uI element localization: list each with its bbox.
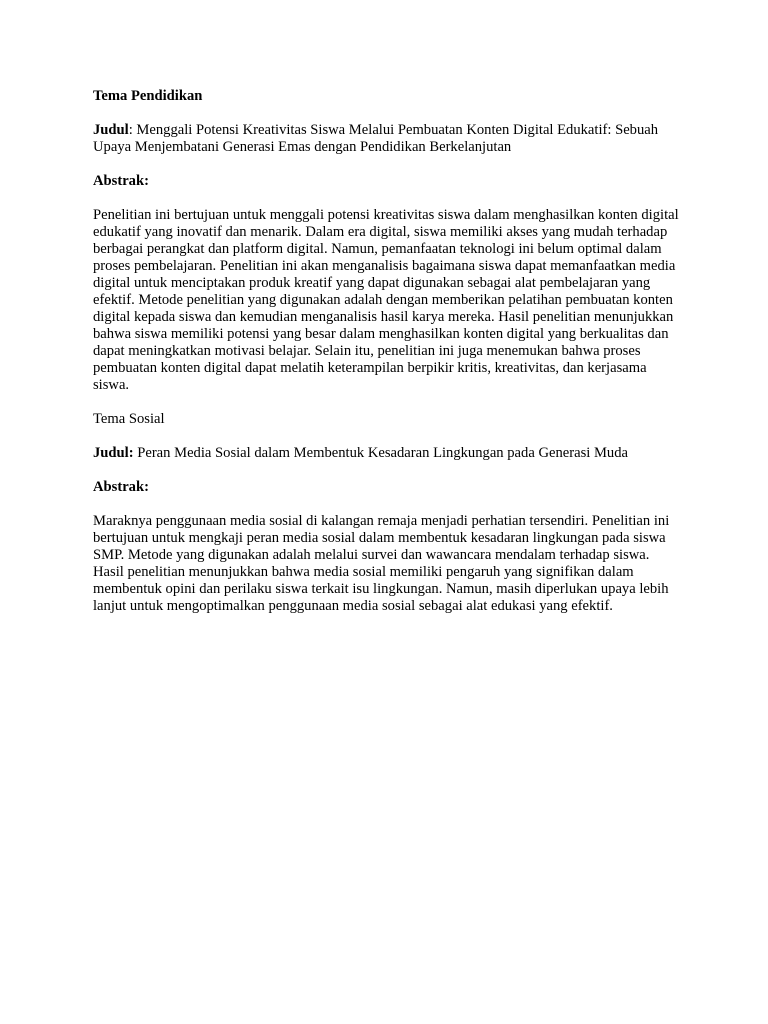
title-separator: : (128, 445, 134, 461)
section-heading-sosial: Tema Sosial (93, 411, 165, 427)
title-text: Menggali Potensi Kreativitas Siswa Melalui Pembuatan Konten Digital Edukatif: Sebuah Upaya Menjembatani Generasi Emas dengan Pendidikan Berkelanjutan (93, 122, 659, 155)
abstract-text-sosial: Maraknya penggunaan media sosial di kalangan remaja menjadi perhatian tersendiri. Penelitian ini bertujuan untuk mengkaji peran media sosial dalam membentuk kesadaran lingkungan pada siswa SMP. Metode yang digunakan adalah melalui survei dan wawancara mendalam terhadap siswa. Hasil penelitian menunjukkan bahwa media sosial memiliki pengaruh yang signifikan dalam membentuk opini dan perilaku siswa terkait isu lingkungan. Namun, masih diperlukan upaya lebih lanjut untuk mengoptimalkan penggunaan media sosial sebagai alat edukasi yang efektif. (93, 513, 670, 614)
title-separator: : (128, 122, 133, 138)
abstract-text-pendidikan: Penelitian ini bertujuan untuk menggali potensi kreativitas siswa dalam menghasilkan konten digital edukatif yang inovatif dan menarik. Dalam era digital, siswa memiliki akses yang mudah terhadap berbagai perangkat dan platform digital. Namun, pemanfaatan teknologi ini belum optimal dalam proses pembelajaran. Penelitian ini akan menganalisis bagaimana siswa dapat memanfaatkan media digital untuk menciptakan produk kreatif yang dapat digunakan sebagai alat pembelajaran yang efektif. Metode penelitian yang digunakan adalah dengan memberikan pelatihan pembuatan konten digital kepada siswa dan kemudian menganalisis hasil karya mereka. Hasil penelitian menunjukkan bahwa siswa memiliki potensi yang besar dalam menghasilkan konten digital yang berkualitas dan dapat meningkatkan motivasi belajar. Selain itu, penelitian ini juga menemukan bahwa proses pembuatan konten digital dapat melatih keterampilan berpikir kritis, kreativitas, dan kerjasama siswa. (93, 207, 679, 393)
title-text: Peran Media Sosial dalam Membentuk Kesadaran Lingkungan pada Generasi Muda (133, 445, 628, 461)
document-page (93, 88, 683, 632)
title-label: Judul (93, 122, 129, 138)
abstract-label-pendidikan: Abstrak: (93, 173, 149, 189)
title-label: Judul (93, 445, 129, 461)
title-paragraph-pendidikan (93, 122, 683, 156)
section-heading-pendidikan: Tema Pendidikan (93, 88, 203, 104)
title-paragraph-sosial (93, 445, 683, 462)
abstract-label-sosial: Abstrak: (93, 479, 149, 495)
